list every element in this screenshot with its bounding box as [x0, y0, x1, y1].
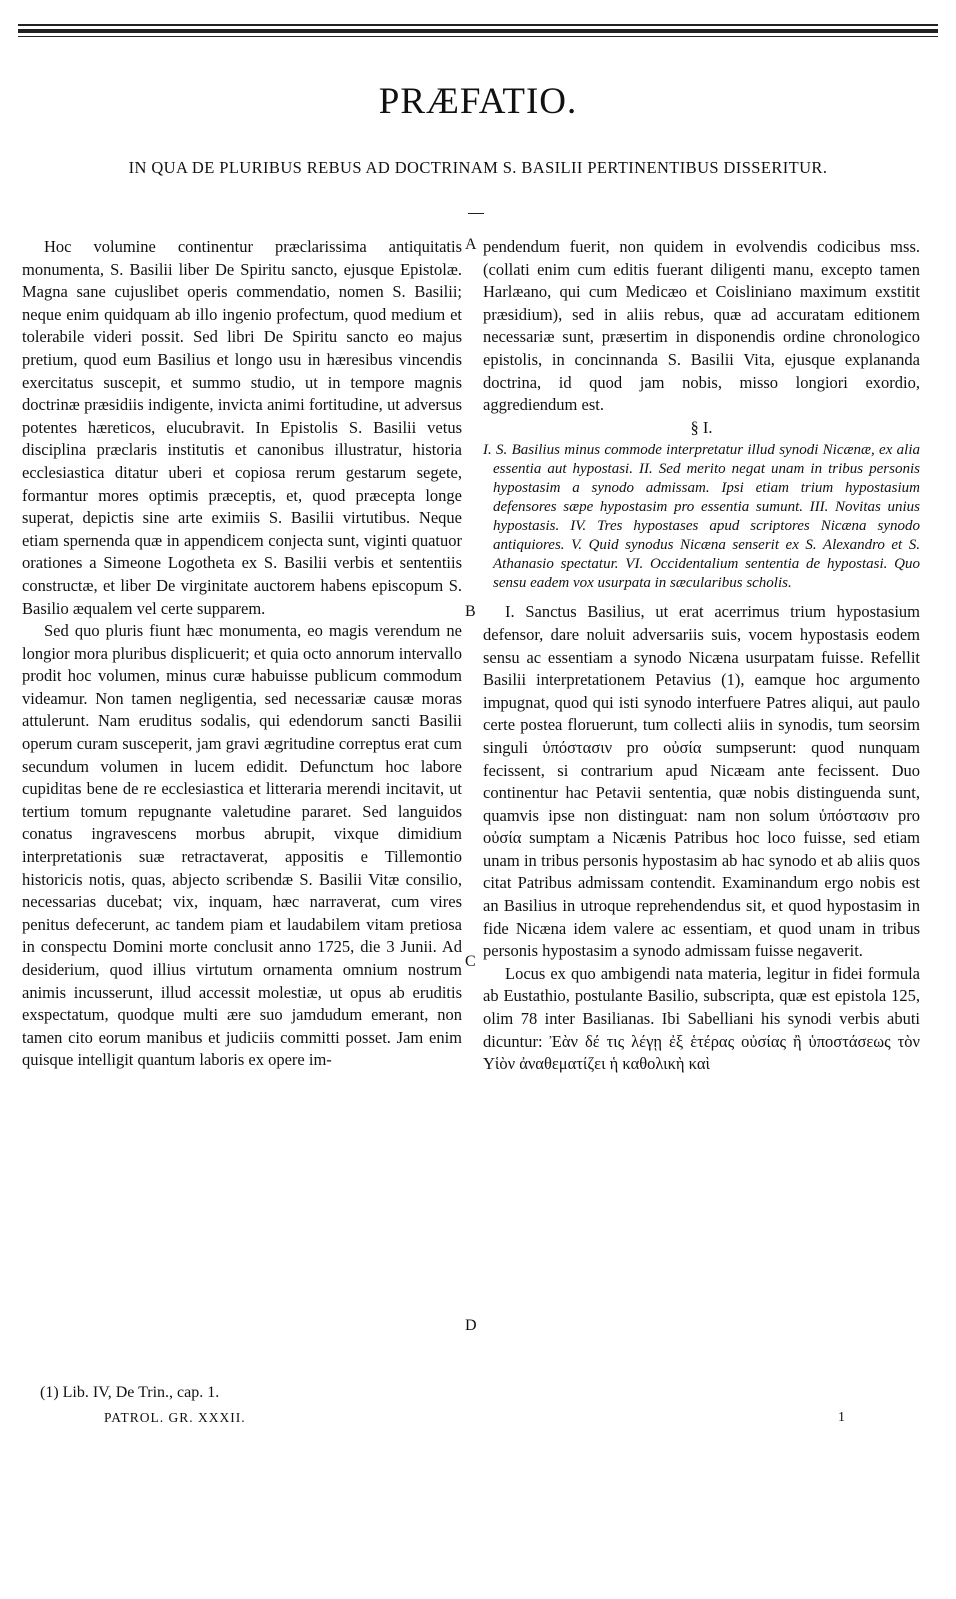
- top-rule: [18, 24, 938, 26]
- signature-mark: PATROL. GR. XXXII.: [104, 1410, 246, 1425]
- page-subtitle: IN QUA DE PLURIBUS REBUS AD DOCTRINAM S. BASILII PERTINENTIBUS DISSERITUR.: [128, 158, 828, 177]
- right-column: [483, 236, 920, 1076]
- left-paragraph-1: Hoc volumine continentur præclarissima antiquitatis monumenta, S. Basilii liber De Spiritu sancto, ejusque Epistolæ. Magna sane cujuslibet operis commendatio, nomen S. Basilii; neque enim quidquam ab illo ingenio profectum, quod medium et tolerabile videri possit. Sed libri De Spiritu sancto eo majus pretium, quod eum Basilius et longo usu in hæresibus vincendis exercitatus suscepit, et summo studio, ut in tempore magnis doctrinæ præsidiis indigente, invicta animi fortitudine, ut adversus potentes hæreticos, elucubravit. In Epistolis S. Basilii vetus disciplina præclaris institutis et canonibus illustratur, historia ecclesiastica ditatur uberi et copiosa rerum gestarum segete, formantur mores optimis præceptis, et, quod præcepta longe superat, depictis sine arte eximiis S. Basilii virtutibus. Neque etiam spernenda quæ in appendicem conjecta sunt, viginti quatuor orationes a Simeone Logotheta ex S. Basilii verbis et sententiis constructæ, et liber De virginitate auctorem habens episcopum S. Basilio æqualem vel certe supparem.: [22, 237, 462, 618]
- left-column: [22, 236, 462, 1072]
- page-title: PRÆFATIO.: [378, 81, 578, 122]
- section-summary: I. S. Basilius minus commode interpretatur illud synodi Nicænæ, ex alia essentia aut hypostasi. II. Sed merito negat unam in tribus personis hypostasim a synodo admissam. Ipsi etiam trium hypostasium defensores sæpe hypostasim pro essentia sumunt. III. Novitas unius hypostasis. IV. Tres hypostases apud scriptores Nicæna synodo antiquiores. V. Quid synodus Nicæna senserit ex S. Alexandro et S. Athanasio spectatur. VI. Occidentalium sententia de hypostasi. Quo sensu eadem vox usurpata in sæcularibus scholis.: [483, 442, 920, 592]
- top-rule-thin: [18, 36, 938, 37]
- footnote: (1) Lib. IV, De Trin., cap. 1.: [40, 1384, 220, 1401]
- margin-letter-a: A: [465, 236, 477, 253]
- margin-letter-d: D: [465, 1317, 477, 1334]
- left-paragraph-2: Sed quo pluris fiunt hæc monumenta, eo magis verendum ne longior mora pluribus displicuerit; et quia octo annorum intervallo prodit hoc volumen, minus curæ habuisse publicum commodum videamur. Non tamen negligentia, sed necessariæ causæ moras attulerunt. Nam eruditus sodalis, qui edendorum sancti Basilii operum curam susceperit, jam gravi ægritudine correptus erat cum secundum volumen in lucem edidit. Defunctum hoc labore cupiditas bene de re ecclesiastica et litteraria merendi incitavit, ut tertium tomum repugnante valetudine pararet. Sed languidos conatus ingravescens morbus abrupit, vixque dimidium interpretationis suæ retractaverat, appositis e Tillemontio historicis notis, quas, abjecto scribendæ S. Basilii Vitæ consilio, necessarias ducebat; vix, inquam, hæc narraverat, cum vires penitus defecerunt, ac tandem piam et laudabilem vitam pretiosa in conspectu Domini morte conclusit anno 1725, die 3 Junii. Ad desiderium, quod illius virtutum ornamenta omnium nostrum animis incusserunt, illud accessit molestiæ, ut opus ab eruditis exspectatum, quodque multi ære suo jamdudum emerant, non tamen cito eorum manibus et judiciis committi posset. Jam enim quisque intelligit quantum laboris ex opere im-: [22, 621, 462, 1070]
- right-paragraph-1: pendendum fuerit, non quidem in evolvendis codicibus mss. (collati enim cum editis fuerant diligenti manu, excepto tamen Harlæano, qui cum Medicæo et Coisliniano maximum exstitit præsidium), sed in aliis rebus, quæ ad accuratam editionem necessariæ sunt, præsertim in disponendis ordine chronologico epistolis, in concinnanda S. Basilii Vita, ejusque explananda doctrina, id quod jam nobis, misso longiori exordio, aggrediendum est.: [483, 237, 920, 415]
- section-heading: § I.: [690, 417, 713, 437]
- title-dash: [468, 213, 484, 214]
- right-paragraph-3: Locus ex quo ambigendi nata materia, legitur in fidei formula ab Eustathio, postulante Basilio, subscripta, quæ est epistola 125, olim 78 inter Basilianas. Ibi Sabelliani his synodi verbis abuti dicuntur: Ἐὰν δέ τις λέγῃ ἐξ ἑτέρας οὐσίας ἢ ὑποστάσεως τὸν Υἱὸν ἀναθεματίζει ἡ καθολικὴ καὶ: [483, 963, 920, 1074]
- margin-letter-b: B: [465, 603, 476, 620]
- signature-number: 1: [838, 1410, 845, 1425]
- right-paragraph-2: I. Sanctus Basilius, ut erat acerrimus trium hypostasium defensor, dare noluit adversariis suis, vocem hypostasis eodem sensu ac essentiam a synodo Nicæna usurpatam fuisse. Refellit Basilii interpretationem Petavius (1), eamque hoc argumento impugnat, quod qui isti synodo interfuere Patres aliqui, aut paulo certe postea floruerunt, tum collecti aliis in synodis, tum seorsim singuli ὑπόστασιν pro οὐσία sumpserunt: quod nunquam fecissent, si contrarium apud Nicæam ante fecissent. Duo continentur hac Petavii sententia, quæ nobis distinguenda sunt, quamvis ipse non distinguat: nam non solum ὑπόστασιν pro οὐσία sumptam a Nicænis Patribus hoc loco fuisse, sed etiam unam in tribus personis hypostasim ab hac synodo et ab aliis quos citat Patribus admissam contendit. Examinandum ergo nobis est an Basilius in utroque reprehendendus sit, et quod hypostasim in fide Nicæna idem valere ac essentiam, et quod unam in tribus personis hypostasim a synodo admissam fuisse negaverit.: [483, 602, 920, 961]
- margin-letter-c: C: [465, 953, 476, 970]
- top-rule-thick: [18, 29, 938, 33]
